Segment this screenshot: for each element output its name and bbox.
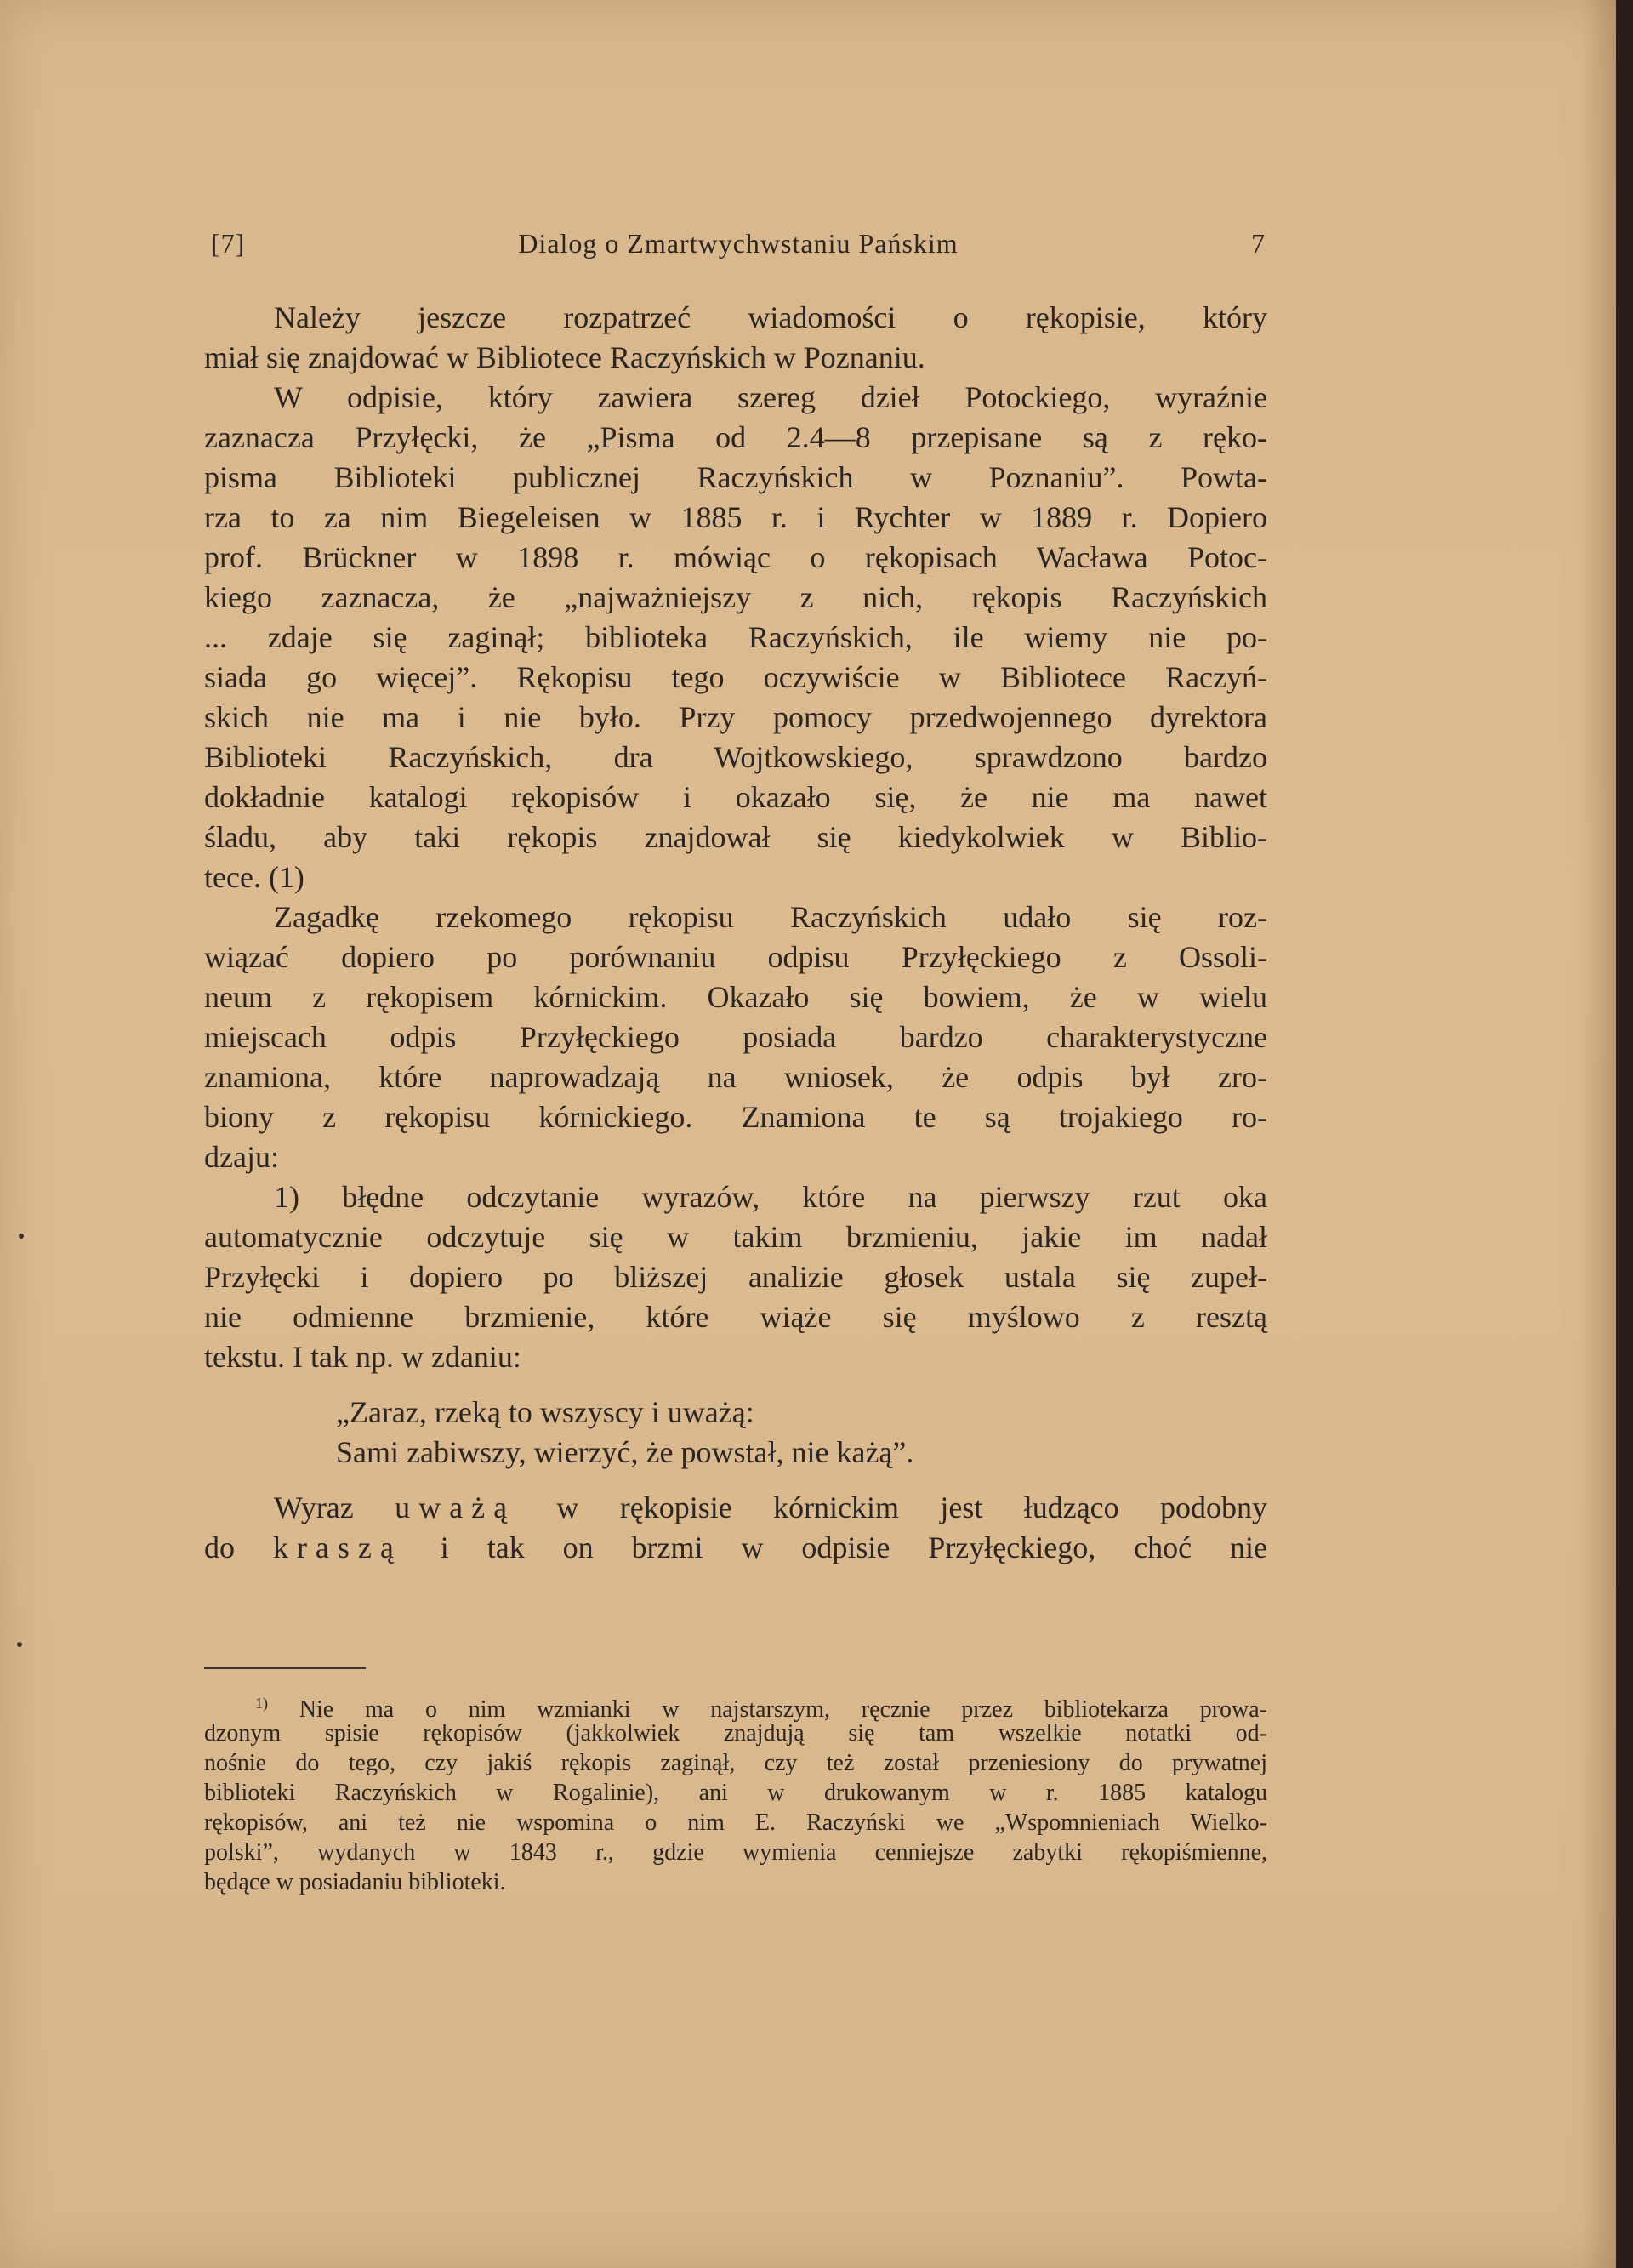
running-title: Dialog o Zmartwychwstaniu Pańskim: [518, 228, 959, 259]
text-line: znamiona, które naprowadzają na wniosek, że odpis był zro-: [204, 1060, 1267, 1094]
text-line: kiego zaznacza, że „najważniejszy z nich, rękopis Raczyńskich: [204, 580, 1267, 614]
text-line: W odpisie, który zawiera szereg dzieł Potockiego, wyraźnie: [274, 380, 1267, 414]
text-line: siada go więcej”. Rękopisu tego oczywiście w Bibliotece Raczyń-: [204, 660, 1267, 694]
text-line: tekstu. I tak np. w zdaniu:: [204, 1340, 521, 1374]
paragraph: [204, 898, 1267, 1177]
footnote-separator: [204, 1667, 366, 1669]
footnote: [204, 1689, 1267, 1897]
text-line: pisma Biblioteki publicznej Raczyńskich w Poznaniu”. Powta-: [204, 460, 1267, 494]
text-line: neum z rękopisem kórnickim. Okazało się bowiem, że w wielu: [204, 980, 1267, 1014]
text-line: miał się znajdować w Bibliotece Raczyńskich w Poznaniu.: [204, 340, 925, 374]
footnote-line: polski”, wydanych w 1843 r., gdzie wymienia cenniejsze zabytki rękopiśmienne,: [204, 1839, 1267, 1866]
footnote-marker: 1): [255, 1695, 268, 1712]
text-line: Wyraz uważą w rękopisie kórnickim jest łudząco podobny: [274, 1490, 1268, 1524]
text-line: rza to za nim Biegeleisen w 1885 r. i Rychter w 1889 r. Dopiero: [204, 500, 1267, 534]
paragraph: [204, 298, 1267, 378]
text-line: śladu, aby taki rękopis znajdował się kiedykolwiek w Biblio-: [204, 820, 1267, 854]
text-line: Przyłęcki i dopiero po bliższej analizie głosek ustala się zupeł-: [204, 1260, 1267, 1294]
text-line: Biblioteki Raczyńskich, dra Wojtkowskiego, sprawdzono bardzo: [204, 740, 1267, 774]
footnote-line: $^{1)}$ Nie ma o nim wzmianki w najstarszym, ręcznie przez bibliotekarza prowa-: [255, 1695, 1268, 1723]
verse-line: Sami zabiwszy, wierzyć, że powstał, nie każą”.: [336, 1435, 914, 1469]
paragraph: [204, 1488, 1267, 1568]
footnote-line: nośnie do tego, czy jakiś rękopis zaginął, czy też został przeniesiony do prywatnej: [204, 1750, 1267, 1776]
text-line: Zagadkę rzekomego rękopisu Raczyńskich udało się roz-: [274, 900, 1267, 934]
text-line: prof. Brückner w 1898 r. mówiąc o rękopisach Wacława Potoc-: [204, 540, 1267, 574]
text-line: dzaju:: [204, 1140, 279, 1174]
paragraph: [204, 1177, 1267, 1377]
emphasized-word: kraszą: [272, 1530, 402, 1564]
footnote-line: rękopisów, ani też nie wspomina o nim E. Raczyński we „Wspomnieniach Wielko-: [204, 1809, 1267, 1836]
text-line: wiązać dopiero po porównaniu odpisu Przyłęckiego z Ossoli-: [204, 940, 1267, 974]
text-line: tece. (1): [204, 860, 304, 894]
text-line: miejscach odpis Przyłęckiego posiada bardzo charakterystyczne: [204, 1020, 1267, 1054]
text-line: do kraszą i tak on brzmi w odpisie Przyłęckiego, choć nie: [204, 1530, 1268, 1564]
text-line: zaznacza Przyłęcki, że „Pisma od 2.4—8 przepisane są z ręko-: [204, 420, 1267, 454]
footnote-line: będące w posiadaniu biblioteki.: [204, 1869, 506, 1895]
text-line: nie odmienne brzmienie, które wiąże się myślowo z resztą: [204, 1300, 1267, 1334]
text-line: automatycznie odczytuje się w takim brzmieniu, jakie im nadał: [204, 1220, 1267, 1254]
running-header: [211, 228, 1266, 262]
paragraph: [204, 378, 1267, 898]
page-number: 7: [1251, 228, 1266, 259]
text-line: 1) błędne odczytanie wyrazów, które na pierwszy rzut oka: [274, 1180, 1267, 1214]
text-line: biony z rękopisu kórnickiego. Znamiona te są trojakiego ro-: [204, 1100, 1267, 1134]
footnote-line: dzonym spisie rękopisów (jakkolwiek znajdują się tam wszelkie notatki od-: [204, 1720, 1267, 1747]
footnote-line: biblioteki Raczyńskich w Rogalinie), ani w drukowanym w r. 1885 katalogu: [204, 1780, 1267, 1806]
page-edge-shadow: [1616, 0, 1633, 2268]
text-line: ... zdaje się zaginął; biblioteka Raczyńskich, ile wiemy nie po-: [204, 620, 1267, 654]
text-line: skich nie ma i nie było. Przy pomocy przedwojennego dyrektora: [204, 700, 1267, 734]
text-line: dokładnie katalogi rękopisów i okazało się, że nie ma nawet: [204, 780, 1267, 814]
paper-speck: [17, 1642, 22, 1647]
paper-speck: [19, 1234, 24, 1239]
main-text: [204, 298, 1267, 1568]
quoted-verse: [204, 1393, 1267, 1473]
verse-line: „Zaraz, rzeką to wszyscy i uważą:: [336, 1395, 754, 1429]
emphasized-word: uważą: [395, 1490, 516, 1524]
text-line: Należy jeszcze rozpatrzeć wiadomości o rękopisie, który: [274, 300, 1267, 334]
page-marker: [7]: [211, 228, 246, 259]
